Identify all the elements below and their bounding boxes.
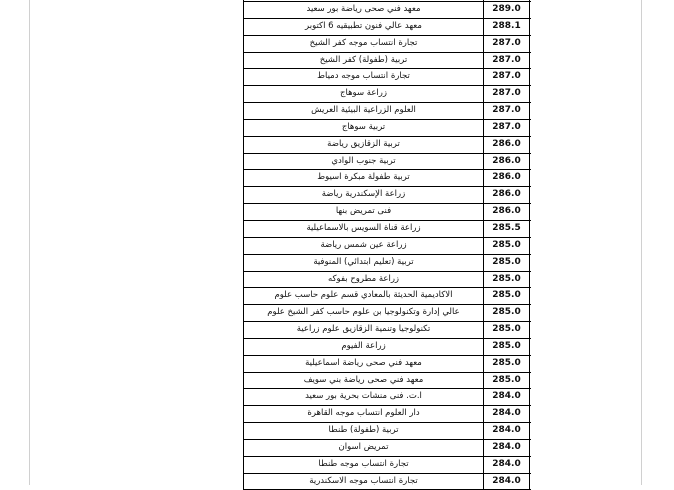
score-value: 284.0 bbox=[484, 406, 530, 422]
table-row bbox=[244, 120, 531, 137]
score-value: 286.0 bbox=[484, 137, 530, 153]
institution-name: معهد فني صحى رياضة بني سويف bbox=[244, 373, 484, 389]
table-row bbox=[244, 170, 531, 187]
score-value: 285.0 bbox=[484, 373, 530, 389]
institution-name: تربية (تعليم ابتدائي) المنوفية bbox=[244, 255, 484, 271]
score-value: 287.0 bbox=[484, 103, 530, 119]
table-row bbox=[244, 356, 531, 373]
institution-name: تربية الزقازيق رياضة bbox=[244, 137, 484, 153]
institution-name: معهد فني صحى رياضة بور سعيد bbox=[244, 2, 484, 18]
institution-name: ا.ت. فنى منشات بحرية بور سعيد bbox=[244, 389, 484, 405]
table-row bbox=[244, 103, 531, 120]
score-value: 287.0 bbox=[484, 120, 530, 136]
score-value: 286.0 bbox=[484, 187, 530, 203]
table-row bbox=[244, 305, 531, 322]
institution-name: معهد عالي فنون تطبيقيه 6 اكتوبر bbox=[244, 19, 484, 35]
score-value: 286.0 bbox=[484, 154, 530, 170]
score-value: 285.0 bbox=[484, 255, 530, 271]
institution-name: زراعة الإسكندرية رياضة bbox=[244, 187, 484, 203]
institution-name: زراعة مطروح بفوكه bbox=[244, 272, 484, 288]
score-value: 285.0 bbox=[484, 322, 530, 338]
institution-name: تربية (طفولة) كفر الشيخ bbox=[244, 53, 484, 69]
score-value: 287.0 bbox=[484, 69, 530, 85]
score-value: 284.0 bbox=[484, 389, 530, 405]
institution-name: تربية (طفولة) طنطا bbox=[244, 423, 484, 439]
table-row bbox=[244, 204, 531, 221]
table-row bbox=[244, 154, 531, 171]
score-value: 284.0 bbox=[484, 440, 530, 456]
score-value: 286.0 bbox=[484, 170, 530, 186]
table-row bbox=[244, 423, 531, 440]
table-row bbox=[244, 474, 531, 490]
institution-name: تمريض اسوان bbox=[244, 440, 484, 456]
table-row bbox=[244, 440, 531, 457]
institution-name: تربية جنوب الوادي bbox=[244, 154, 484, 170]
page-border-left bbox=[29, 0, 30, 485]
table-row bbox=[244, 406, 531, 423]
score-value: 285.0 bbox=[484, 305, 530, 321]
table-row bbox=[244, 19, 531, 36]
table-row bbox=[244, 187, 531, 204]
table-row bbox=[244, 69, 531, 86]
score-value: 287.0 bbox=[484, 36, 530, 52]
table-row bbox=[244, 339, 531, 356]
institution-name: زراعة عين شمس رياضة bbox=[244, 238, 484, 254]
table-row bbox=[244, 272, 531, 289]
score-value: 287.0 bbox=[484, 86, 530, 102]
institution-name: تربية طفولة مبكرة اسيوط bbox=[244, 170, 484, 186]
institution-name: معهد فني صحى رياضة اسماعيلية bbox=[244, 356, 484, 372]
score-value: 285.0 bbox=[484, 339, 530, 355]
institution-name: تجارة انتساب موجه طنطا bbox=[244, 457, 484, 473]
table-row bbox=[244, 288, 531, 305]
score-value bbox=[484, 0, 530, 1]
institution-name: العلوم الزراعية البيئية العريش bbox=[244, 103, 484, 119]
page-border-right bbox=[641, 0, 642, 485]
institution-name: زراعة سوهاج bbox=[244, 86, 484, 102]
institution-name: عالي إدارة وتكنولوجيا بن علوم حاسب كفر الشيخ علوم bbox=[244, 305, 484, 321]
score-value: 285.5 bbox=[484, 221, 530, 237]
institution-name: الاكاديمية الحديثة بالمعادي قسم علوم حاسب علوم bbox=[244, 288, 484, 304]
score-value: 286.0 bbox=[484, 204, 530, 220]
score-value: 287.0 bbox=[484, 53, 530, 69]
table-row bbox=[244, 53, 531, 70]
score-value: 289.0 bbox=[484, 2, 530, 18]
score-value: 285.0 bbox=[484, 238, 530, 254]
institution-name: فنى تمريض بنها bbox=[244, 204, 484, 220]
institution-name: تجارة انتساب موجه الاسكندرية bbox=[244, 474, 484, 490]
table-row bbox=[244, 238, 531, 255]
table-row bbox=[244, 36, 531, 53]
table-row bbox=[244, 457, 531, 474]
table-row bbox=[244, 389, 531, 406]
institution-name: زراعة قناة السويس بالاسماعيلية bbox=[244, 221, 484, 237]
institution-name bbox=[244, 0, 484, 1]
institution-name: تجارة انتساب موجه كفر الشيخ bbox=[244, 36, 484, 52]
institution-name: تجارة انتساب موجه دمياط bbox=[244, 69, 484, 85]
table-row bbox=[244, 255, 531, 272]
score-value: 288.1 bbox=[484, 19, 530, 35]
score-value: 284.0 bbox=[484, 474, 530, 490]
institution-name: تربية سوهاج bbox=[244, 120, 484, 136]
table-row bbox=[244, 137, 531, 154]
table-row bbox=[244, 2, 531, 19]
score-value: 285.0 bbox=[484, 288, 530, 304]
score-value: 284.0 bbox=[484, 423, 530, 439]
table-row bbox=[244, 221, 531, 238]
table-row bbox=[244, 373, 531, 390]
institution-name: تكنولوجيا وتنمية الزقازيق علوم زراعية bbox=[244, 322, 484, 338]
institution-name: زراعة الفيوم bbox=[244, 339, 484, 355]
table-row bbox=[244, 86, 531, 103]
score-value: 284.0 bbox=[484, 457, 530, 473]
score-value: 285.0 bbox=[484, 272, 530, 288]
score-value: 285.0 bbox=[484, 356, 530, 372]
results-table bbox=[243, 0, 531, 490]
table-row bbox=[244, 322, 531, 339]
institution-name: دار العلوم انتساب موجه القاهرة bbox=[244, 406, 484, 422]
